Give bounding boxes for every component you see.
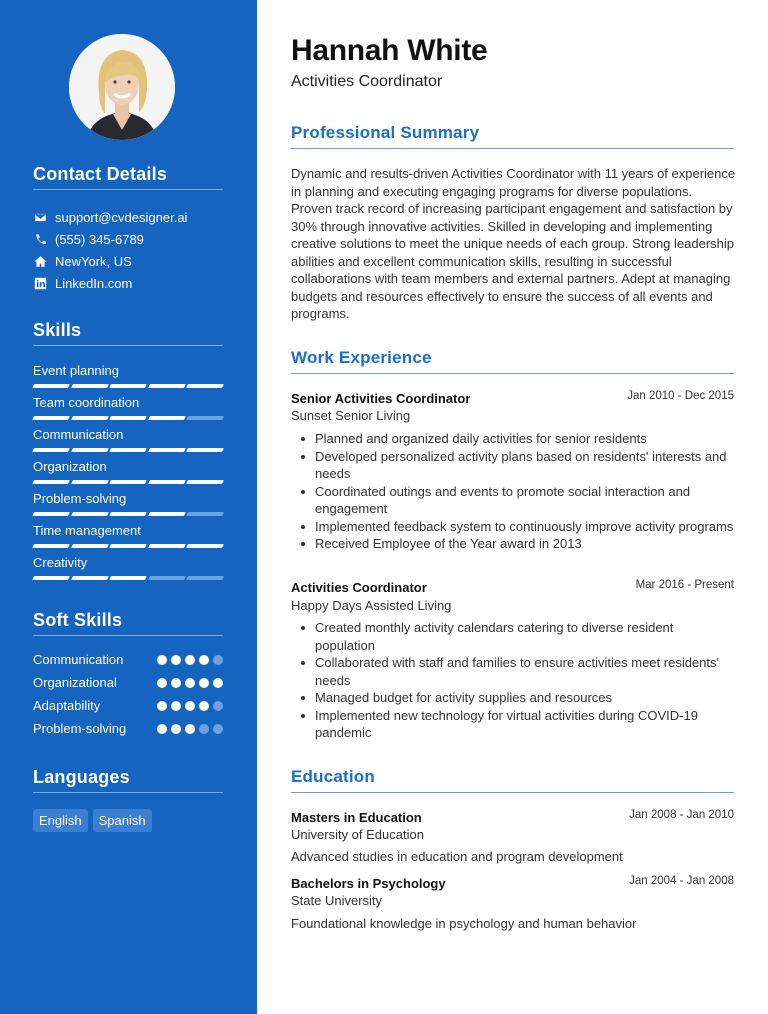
rating-dot (185, 655, 195, 665)
school-name: State University (291, 893, 383, 908)
summary-divider (291, 148, 734, 149)
candidate-name: Hannah White (291, 34, 488, 67)
contact-linkedin-text: LinkedIn.com (55, 276, 133, 291)
rating-dot (171, 701, 181, 711)
degree-dates: Jan 2008 - Jan 2010 (629, 809, 734, 821)
list-item: Developed personalized activity plans based on residents' interests and needs (315, 448, 735, 483)
job-dates: Jan 2010 - Dec 2015 (627, 390, 734, 402)
skills-heading: Skills (33, 320, 82, 340)
languages-divider (33, 792, 223, 793)
phone-icon (33, 233, 47, 247)
rating-segment (32, 512, 69, 516)
rating-segment (32, 416, 69, 420)
rating-segment (71, 384, 108, 388)
skill-item (33, 363, 223, 388)
avatar (69, 34, 175, 140)
skill-label: Time management (33, 523, 141, 538)
rating-segment (186, 576, 223, 580)
list-item: Received Employee of the Year award in 2013 (315, 535, 735, 553)
soft-skill-label: Organizational (33, 675, 117, 690)
rating-segment (186, 512, 223, 516)
soft-skill-item (33, 721, 223, 736)
envelope-icon (33, 211, 47, 225)
skill-rating-bar (33, 448, 223, 452)
rating-segment (32, 480, 69, 484)
skill-rating-bar (33, 576, 223, 580)
rating-segment (148, 576, 185, 580)
profile-photo (69, 34, 175, 140)
rating-dot (199, 724, 209, 734)
soft-skills-heading: Soft Skills (33, 610, 123, 630)
rating-segment (148, 512, 185, 516)
skill-rating-bar (33, 544, 223, 548)
rating-dot (199, 655, 209, 665)
soft-skill-label: Adaptability (33, 698, 101, 713)
job-title: Senior Activities Coordinator (291, 391, 471, 406)
rating-segment (71, 448, 108, 452)
skill-item (33, 491, 223, 516)
list-item: Coordinated outings and events to promote social interaction and engagement (315, 483, 735, 518)
home-icon (33, 255, 47, 269)
rating-dot (185, 724, 195, 734)
rating-dot (171, 724, 181, 734)
rating-segment (109, 480, 146, 484)
job-bullets (315, 430, 735, 553)
soft-skills-divider (33, 635, 223, 636)
rating-segment (186, 384, 223, 388)
skill-item (33, 395, 223, 420)
skill-label: Team coordination (33, 395, 140, 410)
skill-item (33, 555, 223, 580)
rating-segment (71, 480, 108, 484)
contact-linkedin[interactable] (33, 276, 132, 291)
candidate-role: Activities Coordinator (291, 73, 443, 90)
soft-skill-label: Communication (33, 652, 124, 667)
rating-dot (213, 701, 223, 711)
experience-divider (291, 373, 734, 374)
rating-segment (186, 544, 223, 548)
education-heading: Education (291, 767, 375, 786)
rating-segment (71, 512, 108, 516)
rating-segment (32, 576, 69, 580)
job-dates: Mar 2016 - Present (635, 579, 734, 591)
rating-dot (185, 701, 195, 711)
job-bullets (315, 619, 735, 742)
rating-segment (32, 544, 69, 548)
rating-segment (71, 416, 108, 420)
linkedin-icon (33, 277, 47, 291)
soft-skill-rating (157, 724, 223, 734)
skill-rating-bar (33, 512, 223, 516)
rating-segment (148, 448, 185, 452)
list-item: Planned and organized daily activities for senior residents (315, 430, 735, 448)
rating-segment (71, 544, 108, 548)
rating-segment (109, 576, 146, 580)
degree-description: Advanced studies in education and program development (291, 849, 623, 864)
rating-dot (213, 724, 223, 734)
contact-email[interactable] (33, 210, 187, 225)
soft-skill-rating (157, 678, 223, 688)
summary-heading: Professional Summary (291, 123, 480, 142)
experience-heading: Work Experience (291, 348, 432, 367)
soft-skill-rating (157, 701, 223, 711)
skill-label: Problem-solving (33, 491, 127, 506)
rating-segment (148, 544, 185, 548)
rating-segment (109, 416, 146, 420)
language-chip: English (33, 809, 88, 832)
skill-label: Event planning (33, 363, 120, 378)
soft-skill-rating (157, 655, 223, 665)
rating-dot (185, 678, 195, 688)
skill-label: Organization (33, 459, 107, 474)
rating-segment (148, 480, 185, 484)
soft-skill-item (33, 698, 223, 713)
list-item: Implemented feedback system to continuously improve activity programs (315, 518, 734, 534)
rating-dot (157, 701, 167, 711)
degree-title: Masters in Education (291, 810, 422, 825)
skill-item (33, 427, 223, 452)
rating-dot (157, 655, 167, 665)
rating-segment (186, 480, 223, 484)
job-company: Happy Days Assisted Living (291, 598, 452, 613)
contact-phone-text: (555) 345-6789 (55, 232, 144, 247)
contact-location-text: NewYork, US (55, 254, 132, 269)
soft-skill-label: Problem-solving (33, 721, 127, 736)
rating-segment (186, 416, 223, 420)
summary-text: Dynamic and results-driven Activities Coordinator with 11 years of experience in planning and executing engaging programs for diverse populations. Proven track record of increasing participant engagement and satisfaction by 30% through innovative activities. Skilled in developing and implementing creative solutions to meet the unique needs of each group. Strong leadership abilities and excellent communication skills, resulting in successful collaborations with team members and external partners. Adept at managing budgets and resources effectively to ensure the success of all events and programs. (291, 166, 736, 321)
rating-segment (109, 544, 146, 548)
rating-dot (199, 678, 209, 688)
contact-email-text: support@cvdesigner.ai (55, 210, 188, 225)
skill-label: Creativity (33, 555, 88, 570)
rating-segment (109, 448, 146, 452)
job-company: Sunset Senior Living (291, 408, 411, 423)
skill-rating-bar (33, 480, 223, 484)
soft-skill-item (33, 652, 223, 667)
rating-dot (171, 655, 181, 665)
contact-phone[interactable] (33, 232, 144, 247)
language-chip: Spanish (93, 809, 152, 832)
rating-dot (157, 678, 167, 688)
list-item: Collaborated with staff and families to ensure activities meet residents' needs (315, 654, 735, 689)
rating-segment (32, 448, 69, 452)
list-item: Created monthly activity calendars catering to diverse resident population (315, 619, 735, 654)
contact-divider (33, 189, 223, 190)
rating-segment (32, 384, 69, 388)
rating-dot (157, 724, 167, 734)
job-title: Activities Coordinator (291, 580, 427, 595)
languages-heading: Languages (33, 767, 130, 787)
rating-segment (148, 416, 185, 420)
degree-description: Foundational knowledge in psychology and human behavior (291, 916, 637, 931)
soft-skill-item (33, 675, 223, 690)
degree-title: Bachelors in Psychology (291, 876, 446, 891)
skill-item (33, 459, 223, 484)
skill-rating-bar (33, 416, 223, 420)
school-name: University of Education (291, 827, 424, 842)
rating-segment (148, 384, 185, 388)
sidebar (0, 0, 257, 1014)
skills-divider (33, 345, 223, 346)
skill-rating-bar (33, 384, 223, 388)
rating-segment (109, 384, 146, 388)
list-item: Managed budget for activity supplies and resources (315, 689, 735, 707)
rating-dot (213, 678, 223, 688)
skill-label: Communication (33, 427, 124, 442)
education-divider (291, 792, 734, 793)
rating-segment (109, 512, 146, 516)
rating-segment (71, 576, 108, 580)
rating-dot (171, 678, 181, 688)
contact-heading: Contact Details (33, 164, 168, 184)
rating-dot (213, 655, 223, 665)
rating-dot (199, 701, 209, 711)
degree-dates: Jan 2004 - Jan 2008 (629, 875, 734, 887)
contact-location (33, 254, 132, 269)
rating-segment (186, 448, 223, 452)
languages-list (33, 809, 152, 832)
list-item: Implemented new technology for virtual activities during COVID-19 pandemic (315, 707, 735, 742)
skill-item (33, 523, 223, 548)
